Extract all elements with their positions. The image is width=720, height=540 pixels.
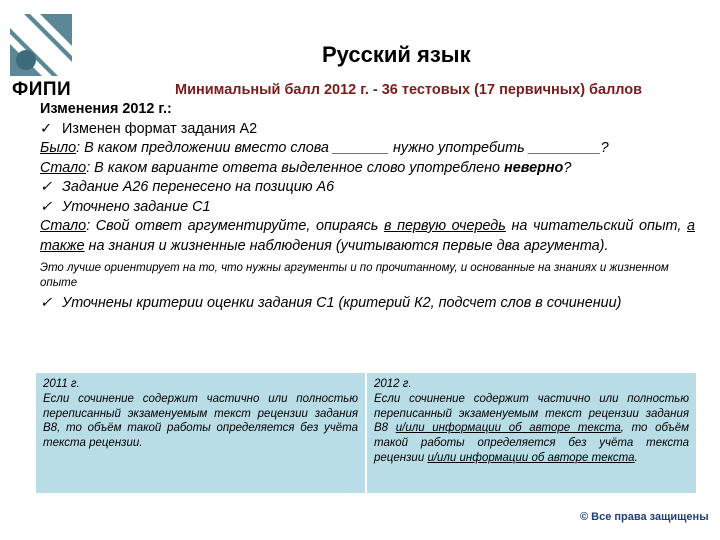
- cell-text: Если сочинение содержит частично или полностью переписанный экзаменуемым текст рецензии задания В8 и/или информации об авторе текста, то объём такой работы определяется без учёта текста рецензии и/или информации об авторе текста.: [374, 392, 690, 464]
- became-line: Стало: В каком варианте ответа выделенное слово употреблено неверно?: [40, 159, 572, 176]
- table-cell-2012: [367, 373, 696, 493]
- changes-heading: Изменения 2012 г.:: [40, 101, 172, 117]
- became-c1-paragraph: Стало: Свой ответ аргументируйте, опираясь в первую очередь на читательский опыт, а также на знания и жизненные наблюдения (учитываются первые два аргумента).: [40, 218, 695, 254]
- note-text: Это лучше ориентирует на то, что нужны аргументы и по прочитанному, и основанные на знаниях и жизненном опыте: [40, 262, 669, 289]
- comparison-table: [36, 373, 696, 493]
- year-label: 2011 г.: [43, 378, 80, 390]
- checkmark-icon: ✓: [40, 295, 53, 311]
- was-line: Было: В каком предложении вместо слова _______ нужно употребить _________?: [40, 140, 609, 156]
- change-item-c1: ✓ Уточнено задание С1: [40, 198, 695, 218]
- year-label: 2012 г.: [374, 378, 412, 390]
- checkmark-icon: ✓: [40, 179, 53, 195]
- change-item-criteria: ✓ Уточнены критерии оценки задания С1 (критерий К2, подсчет слов в сочинении): [40, 294, 695, 314]
- page-title: Русский язык: [322, 42, 471, 67]
- checkmark-icon: ✓: [40, 198, 53, 215]
- page-subtitle: Минимальный балл 2012 г. - 36 тестовых (17 первичных) баллов: [175, 82, 643, 98]
- change-item-a2: ✓ Изменен формат задания А2: [40, 120, 695, 140]
- checkmark-icon: ✓: [40, 120, 53, 137]
- change-item-a26: ✓ Задание А26 перенесено на позицию А6: [40, 178, 695, 198]
- logo-text: ФИПИ: [12, 79, 72, 100]
- content-body: [40, 100, 695, 314]
- table-cell-2011: [36, 373, 365, 493]
- fipi-logo-icon: [10, 14, 72, 76]
- copyright-text: © Все права защищены: [580, 511, 709, 523]
- cell-text: Если сочинение содержит частично или полностью переписанный экзаменуемым текст рецензии задания В8, то объём такой работы определяется без учёта текста рецензии.: [43, 392, 358, 450]
